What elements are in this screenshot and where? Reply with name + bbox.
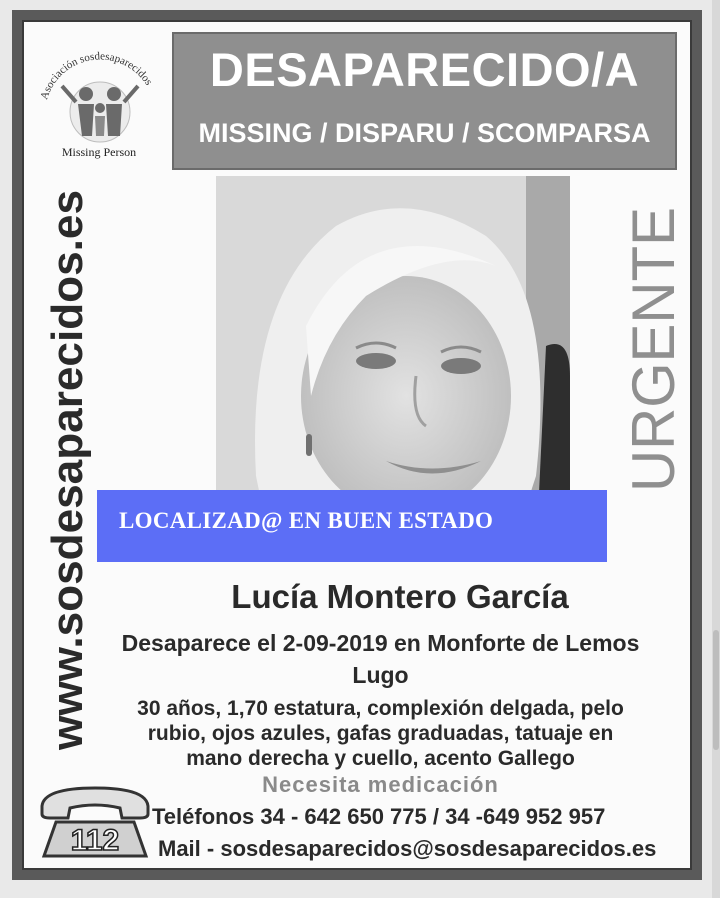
person-name: Lucía Montero García [231, 578, 569, 615]
poster-title: DESAPARECIDO/A [209, 43, 640, 96]
scrollbar-thumb[interactable] [713, 630, 719, 750]
poster-subtitle: MISSING / DISPARU / SCOMPARSA [198, 118, 651, 148]
contact-phones: Teléfonos 34 - 642 650 775 / 34 -649 952 957 [152, 804, 606, 829]
description-line: mano derecha y cuello, acento Gallego [186, 747, 575, 770]
emergency-number: 112 [70, 824, 120, 857]
located-banner [97, 490, 607, 562]
disappearance-info: Desaparece el 2-09-2019 en Monforte de Lemos [121, 630, 640, 656]
logo-caption: Missing Person [61, 145, 137, 159]
located-banner-text: LOCALIZAD@ EN BUEN ESTADO [119, 508, 494, 533]
header-box [172, 32, 677, 170]
website-url-text: www.sosdesaparecidos.es [43, 191, 92, 750]
description-line: rubio, ojos azules, gafas graduadas, tatuaje en [147, 722, 614, 745]
association-logo [24, 32, 174, 162]
urgent-text: URGENTE [620, 198, 687, 492]
family-icon [62, 82, 138, 142]
physical-description [98, 696, 663, 771]
contact-mail: Mail - sosdesaparecidos@sosdesaparecidos.es [158, 836, 657, 861]
vertical-website-url [38, 185, 94, 755]
telephone-icon [36, 784, 154, 862]
scrollbar-track[interactable] [712, 0, 720, 898]
urgent-label [620, 198, 687, 500]
description-line: 30 años, 1,70 estatura, complexión delgada, pelo [137, 697, 624, 720]
province: Lugo [352, 662, 409, 688]
logo-arc-text: Asociación sosdesaparecidos [38, 50, 155, 102]
medication-note: Necesita medicación [262, 772, 499, 797]
